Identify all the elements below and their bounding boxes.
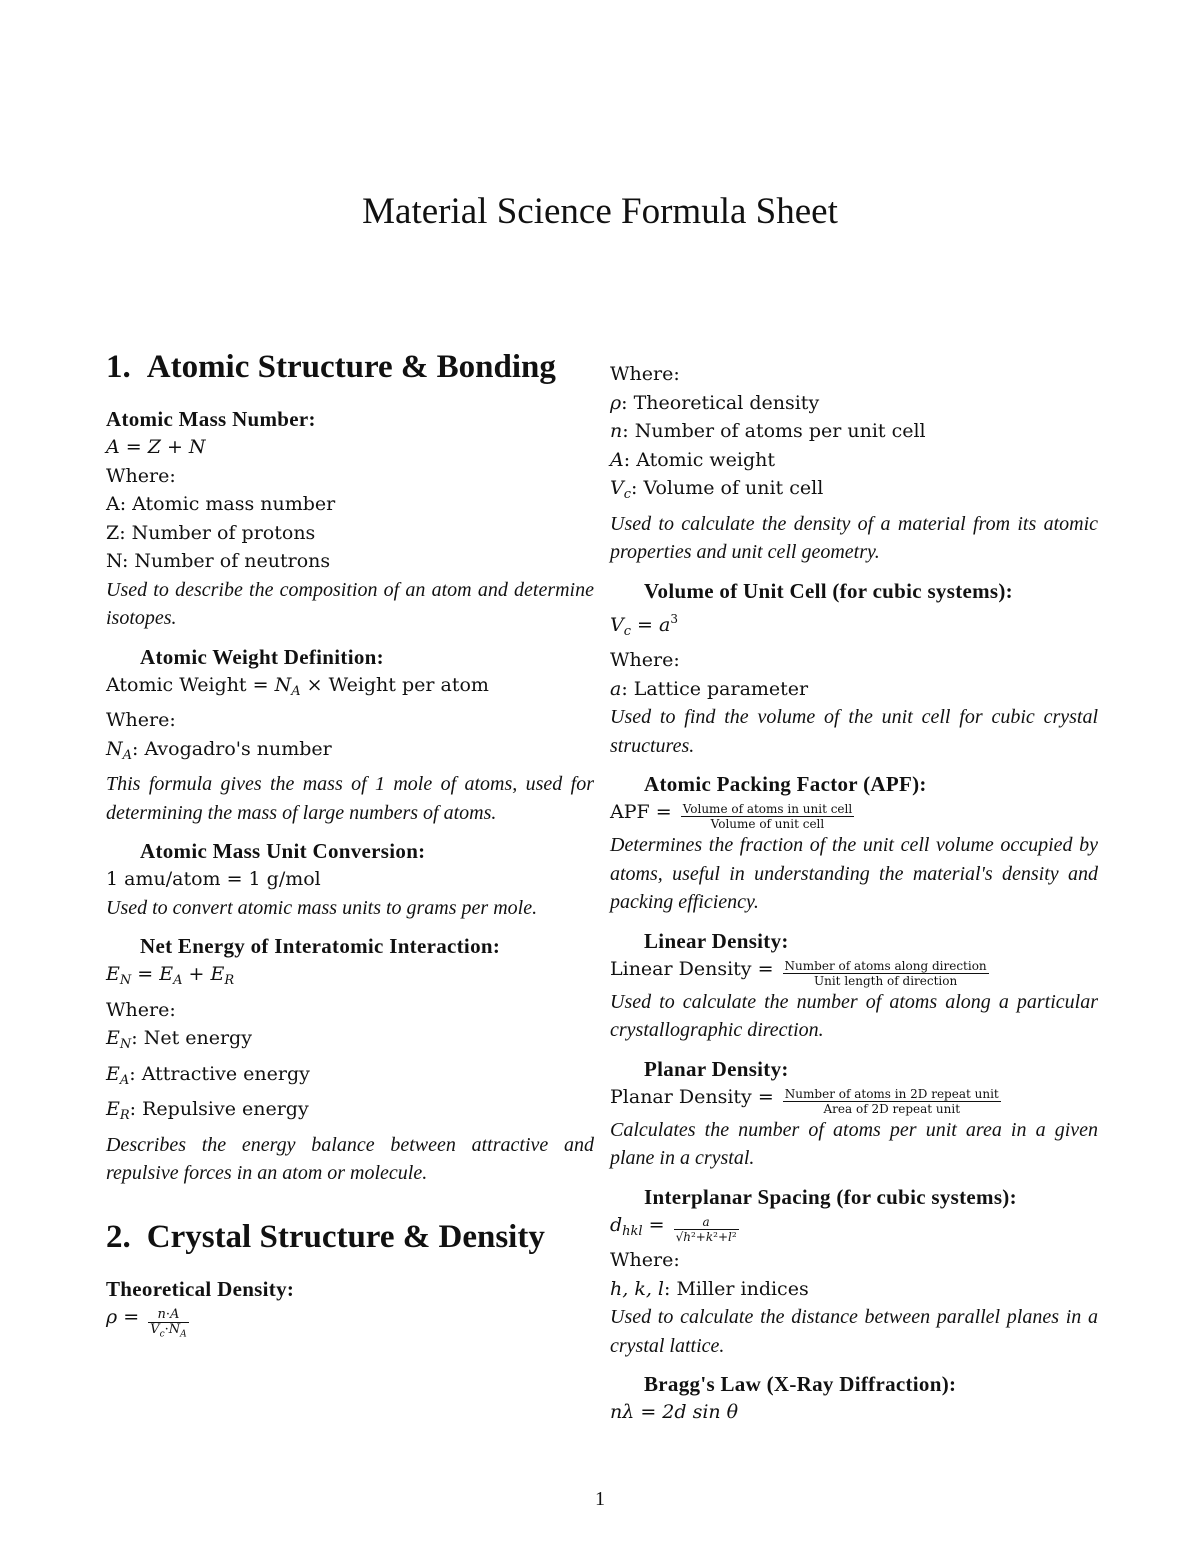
where-label: Where: bbox=[610, 1249, 680, 1271]
variable-meaning: Theoretical density bbox=[633, 391, 820, 414]
formula-title: Atomic Packing Factor (APF): bbox=[644, 772, 927, 796]
variable-meaning: Repulsive energy bbox=[142, 1098, 309, 1120]
section-2-heading bbox=[106, 1216, 594, 1259]
formula-expression: Planar Density = $\frac{\text{Number of atoms in 2D repeat unit}}{\text{Area of 2D repeat unit}}$ bbox=[610, 1085, 999, 1116]
page-number: 1 bbox=[595, 1488, 605, 1510]
variable-definition: n: Number of atoms per unit cell bbox=[610, 420, 926, 442]
variable-meaning: Atomic weight bbox=[636, 448, 776, 471]
formula-expression: $E_N = E_A + E_R$ bbox=[106, 963, 235, 988]
variable-definition: ρ: Theoretical density bbox=[610, 391, 820, 414]
variable-definition: h, k, l: Miller indices bbox=[610, 1277, 809, 1300]
variable-meaning: Miller indices bbox=[676, 1277, 809, 1300]
formula-amu-conversion bbox=[106, 837, 594, 922]
formula-description: Used to calculate the distance between parallel planes in a crystal lattice. bbox=[610, 1306, 1098, 1357]
left-column bbox=[106, 346, 594, 1351]
formula-unit-cell-volume bbox=[610, 577, 1098, 761]
formula-title: Volume of Unit Cell (for cubic systems): bbox=[644, 578, 1013, 603]
variable-meaning: Attractive energy bbox=[141, 1062, 310, 1085]
document-title: Material Science Formula Sheet bbox=[362, 191, 838, 232]
fraction: $\frac{n\cdot A}{V_c\cdot N_A}$ bbox=[150, 1306, 187, 1340]
formula-expression: APF = $\frac{\text{Volume of atoms in unit cell}}{\text{Volume of unit cell}}$ bbox=[610, 801, 853, 831]
variable-definition: Z: Number of protons bbox=[106, 521, 316, 544]
formula-title: Atomic Mass Unit Conversion: bbox=[140, 839, 426, 863]
formula-description: Used to describe the composition of an atom and determine isotopes. bbox=[106, 578, 594, 629]
formula-description: Used to find the volume of the unit cell for cubic crystal structures. bbox=[610, 706, 1098, 757]
formula-theoretical-density bbox=[106, 1275, 594, 1342]
formula-atomic-mass-number bbox=[106, 405, 594, 633]
formula-title: Planar Density: bbox=[644, 1056, 789, 1081]
formula-expression: A = Z + N bbox=[106, 436, 206, 458]
formula-description: Describes the energy balance between attractive and repulsive forces in an atom or molecule. bbox=[106, 1133, 594, 1184]
formula-title: Bragg's Law (X-Ray Diffraction): bbox=[644, 1372, 957, 1396]
formula-description: This formula gives the mass of 1 mole of atoms, used for determining the mass of large numbers of atoms. bbox=[106, 773, 594, 824]
theoretical-density-variables bbox=[610, 360, 1098, 567]
formula-lhs: APF bbox=[610, 801, 650, 823]
formula-expression: nλ = 2d sin θ bbox=[610, 1401, 739, 1423]
section-1-heading bbox=[106, 346, 594, 389]
formula-title: Theoretical Density: bbox=[106, 1276, 295, 1301]
variable-meaning: Avogadro's number bbox=[144, 737, 332, 760]
variable-meaning: Volume of unit cell bbox=[643, 477, 824, 499]
formula-description: Used to calculate the density of a material from its atomic properties and unit cell geometry. bbox=[610, 512, 1098, 563]
formula-apf bbox=[610, 770, 1098, 917]
variable-definition: A: Atomic mass number bbox=[106, 493, 336, 515]
formula-lhs: Planar Density bbox=[610, 1085, 752, 1108]
section-number: 2. bbox=[106, 1218, 131, 1255]
variable-definition: N: Number of neutrons bbox=[106, 550, 331, 572]
formula-title: Net Energy of Interatomic Interaction: bbox=[140, 934, 501, 958]
where-label: Where: bbox=[610, 649, 680, 671]
section-title: Atomic Structure & Bonding bbox=[146, 349, 556, 385]
fraction: $\frac{\text{Number of atoms in 2D repeat unit}}{\text{Area of 2D repeat unit}}$ bbox=[784, 1086, 999, 1116]
fraction: $\frac{\text{Number of atoms along direction}}{\text{Unit length of direction}}$ bbox=[784, 958, 987, 988]
formula-lhs: Atomic Weight bbox=[106, 673, 247, 696]
formula-description: Determines the fraction of the unit cell volume occupied by atoms, useful in understanding the material's density and packing efficiency. bbox=[610, 834, 1098, 913]
formula-title: Atomic Weight Definition: bbox=[140, 644, 384, 669]
variable-definition: a: Lattice parameter bbox=[610, 677, 809, 700]
formula-expression: $d_{hkl}$ = $\frac{a}{\text{√h²+k²+l²}}$ bbox=[610, 1213, 737, 1244]
variable-definition: $N_A$: Avogadro's number bbox=[106, 737, 332, 763]
formula-expression: 1 amu/atom = 1 g/mol bbox=[106, 868, 321, 890]
section-number: 1. bbox=[106, 349, 131, 385]
variable-definition: $E_N$: Net energy bbox=[106, 1027, 252, 1052]
variable-definition: $E_A$: Attractive energy bbox=[106, 1062, 310, 1088]
formula-title: Linear Density: bbox=[644, 928, 789, 953]
formula-atomic-weight bbox=[106, 643, 594, 828]
section-title: Crystal Structure & Density bbox=[146, 1218, 545, 1255]
variable-meaning: Number of atoms per unit cell bbox=[634, 420, 926, 442]
fraction: $\frac{\text{Volume of atoms in unit cell}}{\text{Volume of unit cell}}$ bbox=[682, 802, 853, 831]
formula-lhs: Linear Density bbox=[610, 957, 752, 980]
formula-planar-density bbox=[610, 1055, 1098, 1173]
formula-expression: Atomic Weight = $N_A$ × Weight per atom bbox=[106, 673, 489, 699]
variable-definition: $V_c$: Volume of unit cell bbox=[610, 477, 824, 502]
formula-rhs: Weight per atom bbox=[328, 673, 489, 696]
formula-net-energy bbox=[106, 932, 594, 1188]
formula-expression: Linear Density = $\frac{\text{Number of atoms along direction}}{\text{Unit length of direction}}$ bbox=[610, 957, 987, 988]
formula-description: Calculates the number of atoms per unit area in a given plane in a crystal. bbox=[610, 1118, 1098, 1169]
variable-meaning: Lattice parameter bbox=[633, 677, 809, 700]
fraction: $\frac{a}{\text{√h²+k²+l²}}$ bbox=[675, 1214, 737, 1244]
variable-meaning: Net energy bbox=[143, 1027, 252, 1049]
formula-interplanar-spacing bbox=[610, 1183, 1098, 1361]
formula-linear-density bbox=[610, 927, 1098, 1045]
formula-expression: $V_c = a^3$ bbox=[610, 611, 678, 639]
formula-expression: ρ = $\frac{n\cdot A}{V_c\cdot N_A}$ bbox=[106, 1305, 187, 1340]
right-column bbox=[610, 360, 1098, 1437]
where-label: Where: bbox=[106, 998, 176, 1021]
formula-title: Interplanar Spacing (for cubic systems): bbox=[644, 1184, 1017, 1209]
where-label: Where: bbox=[610, 363, 680, 385]
variable-definition: $E_R$: Repulsive energy bbox=[106, 1098, 309, 1123]
where-label: Where: bbox=[106, 709, 176, 731]
formula-title: Atomic Mass Number: bbox=[106, 407, 316, 431]
formula-description: Used to calculate the number of atoms along a particular crystallographic direction. bbox=[610, 990, 1098, 1041]
variable-definition: A: Atomic weight bbox=[610, 448, 776, 471]
where-label: Where: bbox=[106, 464, 176, 487]
formula-description: Used to convert atomic mass units to grams per mole. bbox=[106, 896, 538, 919]
formula-bragg-law bbox=[610, 1370, 1098, 1427]
